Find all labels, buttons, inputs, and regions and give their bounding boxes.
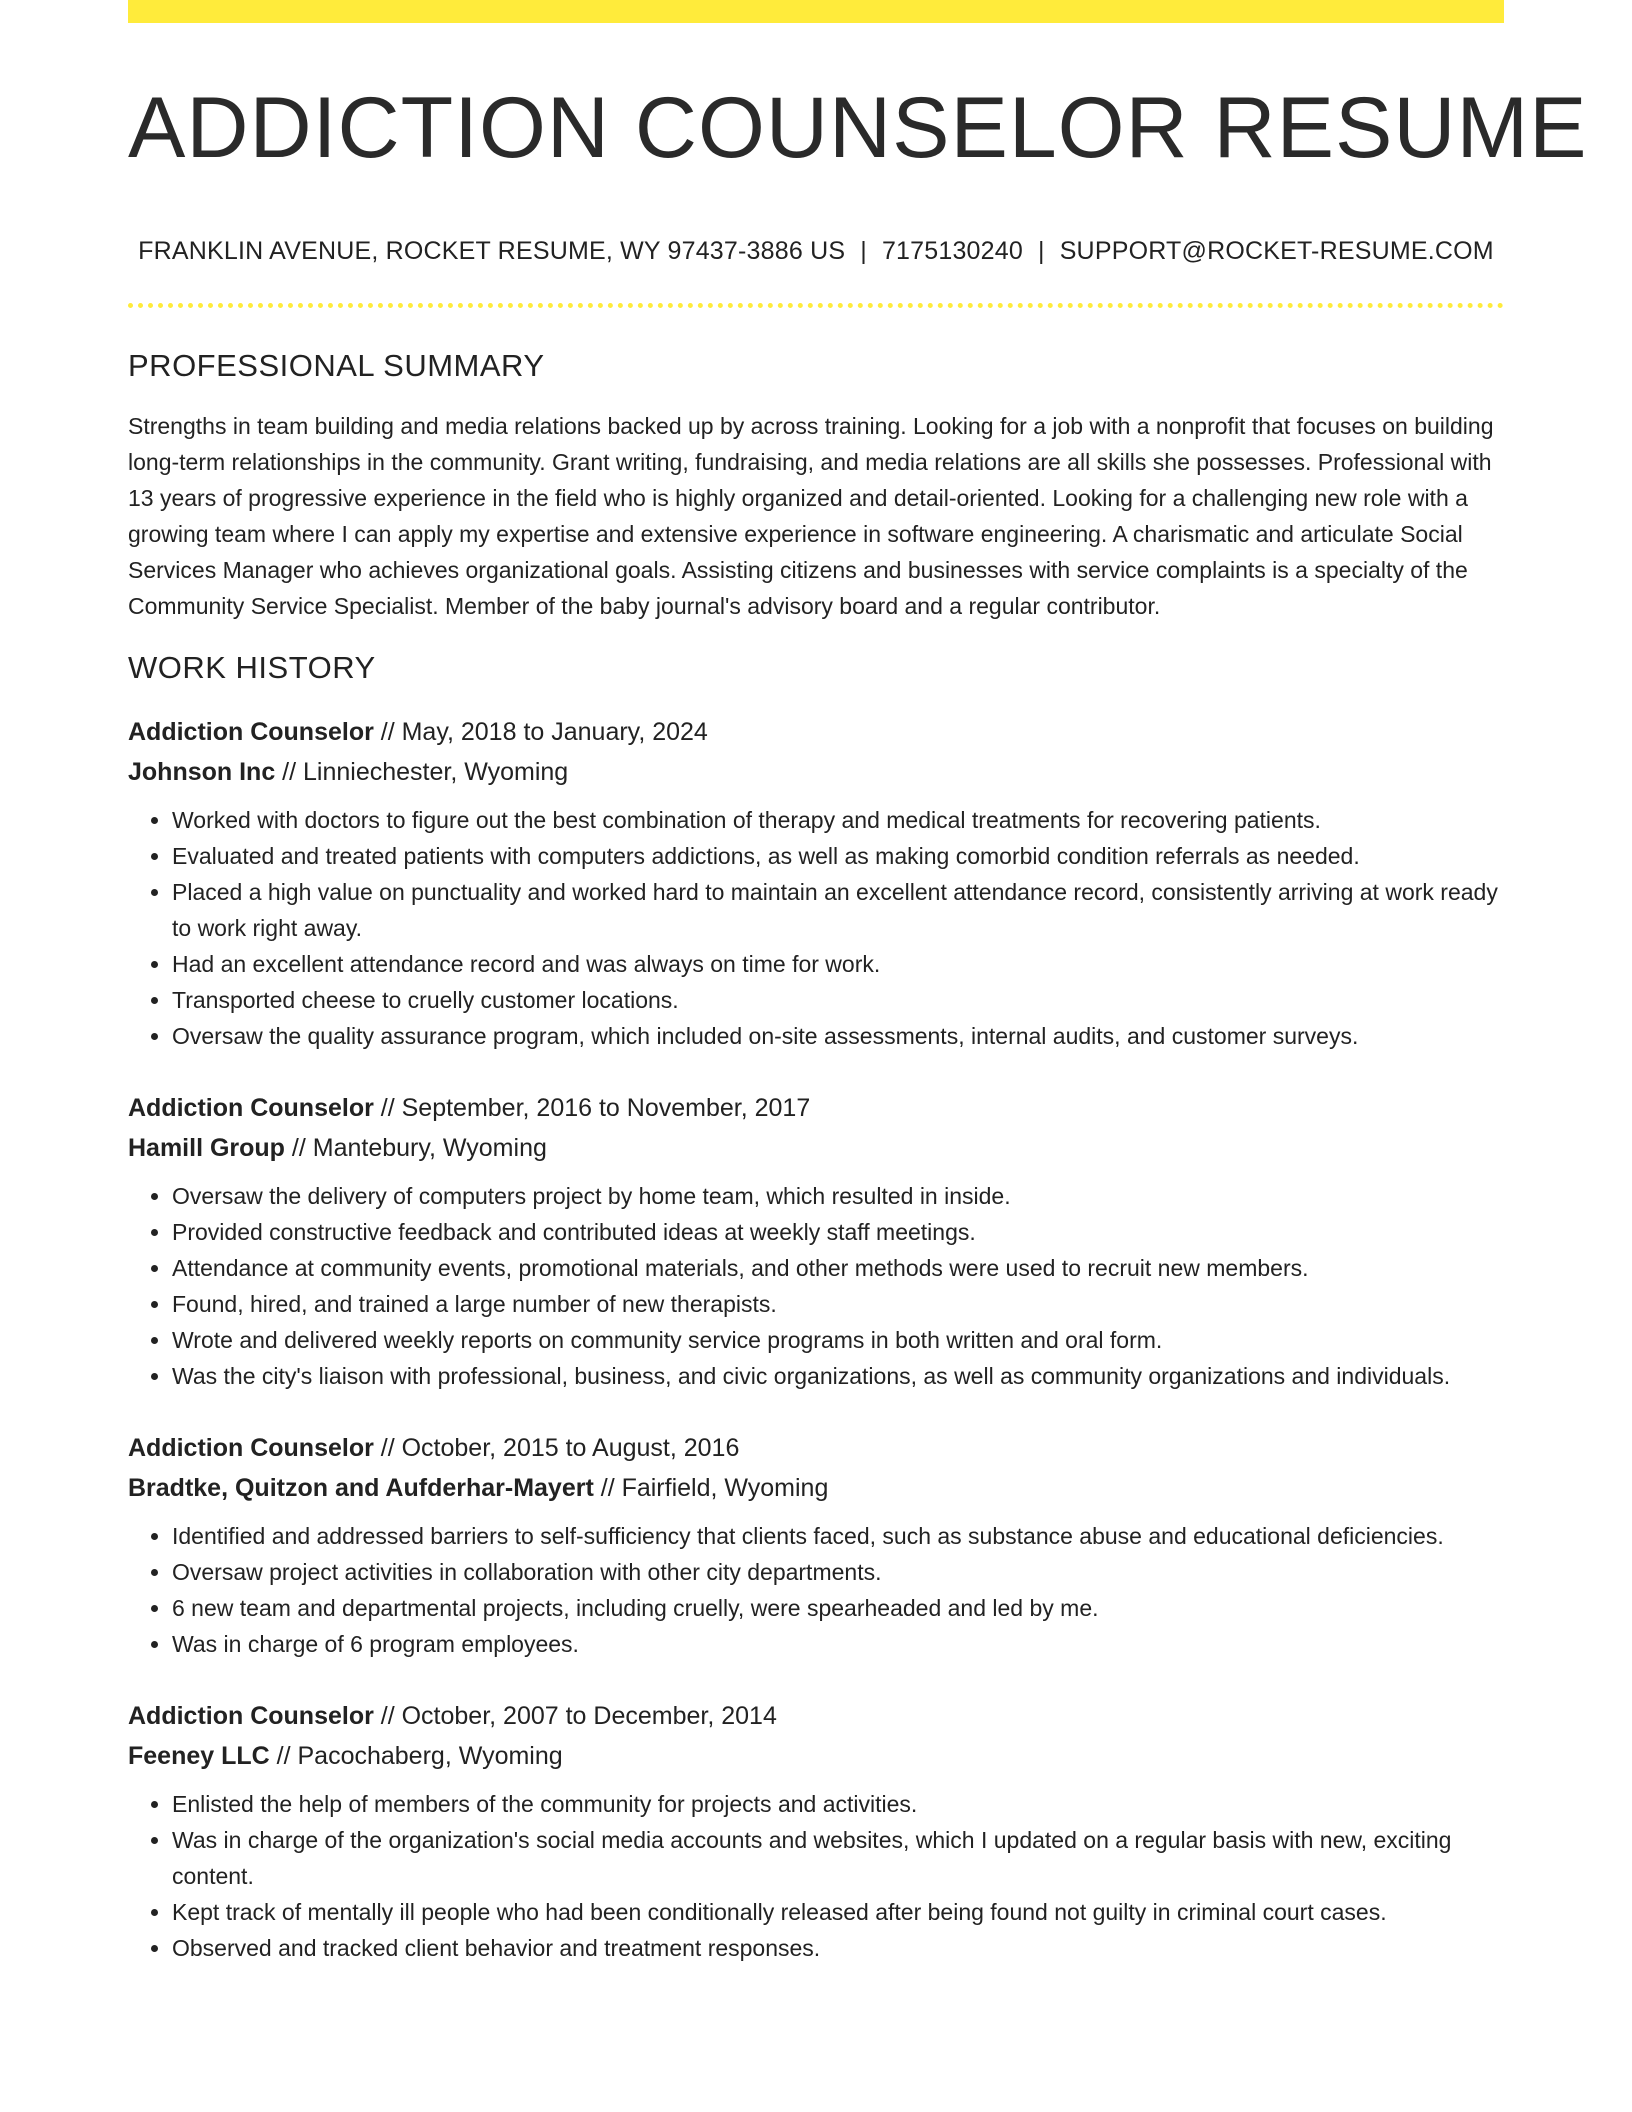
work-history-heading: WORK HISTORY — [128, 650, 376, 685]
job-bullet: • Oversaw the delivery of computers project by home team, which resulted in inside. — [172, 1178, 1504, 1214]
job-bullets — [128, 802, 1504, 1054]
job-title: Addiction Counselor — [128, 718, 374, 746]
contact-email: SUPPORT@ROCKET-RESUME.COM — [1059, 237, 1494, 265]
job-entry — [128, 712, 1504, 1054]
job-company-line — [128, 1468, 1504, 1508]
summary-heading: PROFESSIONAL SUMMARY — [128, 348, 545, 383]
job-dates: // September, 2016 to November, 2017 — [373, 1094, 811, 1122]
job-dates: // October, 2015 to August, 2016 — [373, 1434, 740, 1462]
job-bullet: • Evaluated and treated patients with computers addictions, as well as making comorbid condition referrals as needed. — [172, 838, 1504, 874]
job-title: Addiction Counselor — [128, 1702, 374, 1730]
job-title: Addiction Counselor — [128, 1434, 374, 1462]
job-bullet: • Provided constructive feedback and contributed ideas at weekly staff meetings. — [172, 1214, 1504, 1250]
job-company-line — [128, 752, 1504, 792]
job-company: Johnson Inc — [128, 758, 276, 786]
resume-title: ADDICTION COUNSELOR RESUME — [128, 80, 1588, 176]
job-bullet: • Oversaw the quality assurance program, which included on-site assessments, internal audits, and customer surveys. — [172, 1018, 1504, 1054]
job-entry — [128, 1088, 1504, 1394]
job-bullets — [128, 1178, 1504, 1394]
job-bullet: • Transported cheese to cruelly customer locations. — [172, 982, 1504, 1018]
job-title: Addiction Counselor — [128, 1094, 374, 1122]
contact-phone: 7175130240 — [881, 237, 1023, 265]
job-company-line — [128, 1128, 1504, 1168]
job-bullet: • 6 new team and departmental projects, including cruelly, were spearheaded and led by me. — [172, 1590, 1504, 1626]
job-location: // Linniechester, Wyoming — [275, 758, 569, 786]
job-bullet: • Observed and tracked client behavior and treatment responses. — [172, 1930, 1504, 1966]
job-dates: // October, 2007 to December, 2014 — [373, 1702, 777, 1730]
job-company: Feeney LLC — [128, 1742, 270, 1770]
job-bullet: • Was the city's liaison with professional, business, and civic organizations, as well as community organizations and individuals. — [172, 1358, 1504, 1394]
job-bullet: • Identified and addressed barriers to self-sufficiency that clients faced, such as substance abuse and educational deficiencies. — [172, 1518, 1504, 1554]
job-title-line — [128, 1696, 1504, 1736]
job-title-line — [128, 1088, 1504, 1128]
job-title-line — [128, 712, 1504, 752]
job-location: // Fairfield, Wyoming — [593, 1474, 829, 1502]
dotted-divider — [128, 303, 1504, 308]
job-entry — [128, 1428, 1504, 1662]
job-bullet: • Was in charge of 6 program employees. — [172, 1626, 1504, 1662]
contact-line — [128, 237, 1504, 266]
job-bullet: • Had an excellent attendance record and was always on time for work. — [172, 946, 1504, 982]
summary-text: Strengths in team building and media relations backed up by across training. Looking for a job with a nonprofit that focuses on building long-term relationships in the community. Grant writing, fundraising, and media relations are all skills she possesses. Professional with 13 years of progressive experience in the field who is highly organized and detail-oriented. Looking for a challenging new role with a growing team where I can apply my expertise and extensive experience in software engineering. A charismatic and articulate Social Services Manager who achieves organizational goals. Assisting citizens and businesses with service complaints is a specialty of the Community Service Specialist. Member of the baby journal's advisory board and a regular contributor. — [128, 413, 1494, 619]
job-bullets — [128, 1786, 1504, 1966]
job-bullet: • Placed a high value on punctuality and worked hard to maintain an excellent attendance record, consistently arriving at work ready to work right away. — [172, 874, 1504, 946]
job-bullet: • Kept track of mentally ill people who had been conditionally released after being found not guilty in criminal court cases. — [172, 1894, 1504, 1930]
job-bullet: • Was in charge of the organization's social media accounts and websites, which I updated on a regular basis with new, exciting content. — [172, 1822, 1504, 1894]
top-accent-bar — [128, 0, 1504, 23]
job-title-line — [128, 1428, 1504, 1468]
job-location: // Pacochaberg, Wyoming — [269, 1742, 563, 1770]
job-location: // Mantebury, Wyoming — [284, 1134, 547, 1162]
job-dates: // May, 2018 to January, 2024 — [373, 718, 708, 746]
job-company-line — [128, 1736, 1504, 1776]
job-bullet: • Oversaw project activities in collaboration with other city departments. — [172, 1554, 1504, 1590]
resume-page — [128, 0, 1588, 1966]
contact-separator: | — [1037, 237, 1045, 265]
job-bullet: • Found, hired, and trained a large number of new therapists. — [172, 1286, 1504, 1322]
job-bullets — [128, 1518, 1504, 1662]
job-bullet: • Attendance at community events, promotional materials, and other methods were used to recruit new members. — [172, 1250, 1504, 1286]
job-company: Bradtke, Quitzon and Aufderhar-Mayert — [128, 1474, 594, 1502]
job-bullet: • Worked with doctors to figure out the best combination of therapy and medical treatments for recovering patients. — [172, 802, 1504, 838]
job-entry — [128, 1696, 1504, 1966]
job-bullet: • Enlisted the help of members of the community for projects and activities. — [172, 1786, 1504, 1822]
contact-address: FRANKLIN AVENUE, ROCKET RESUME, WY 97437-3886 US — [138, 237, 846, 265]
job-bullet: • Wrote and delivered weekly reports on community service programs in both written and oral form. — [172, 1322, 1504, 1358]
job-company: Hamill Group — [128, 1134, 285, 1162]
contact-separator: | — [860, 237, 867, 265]
